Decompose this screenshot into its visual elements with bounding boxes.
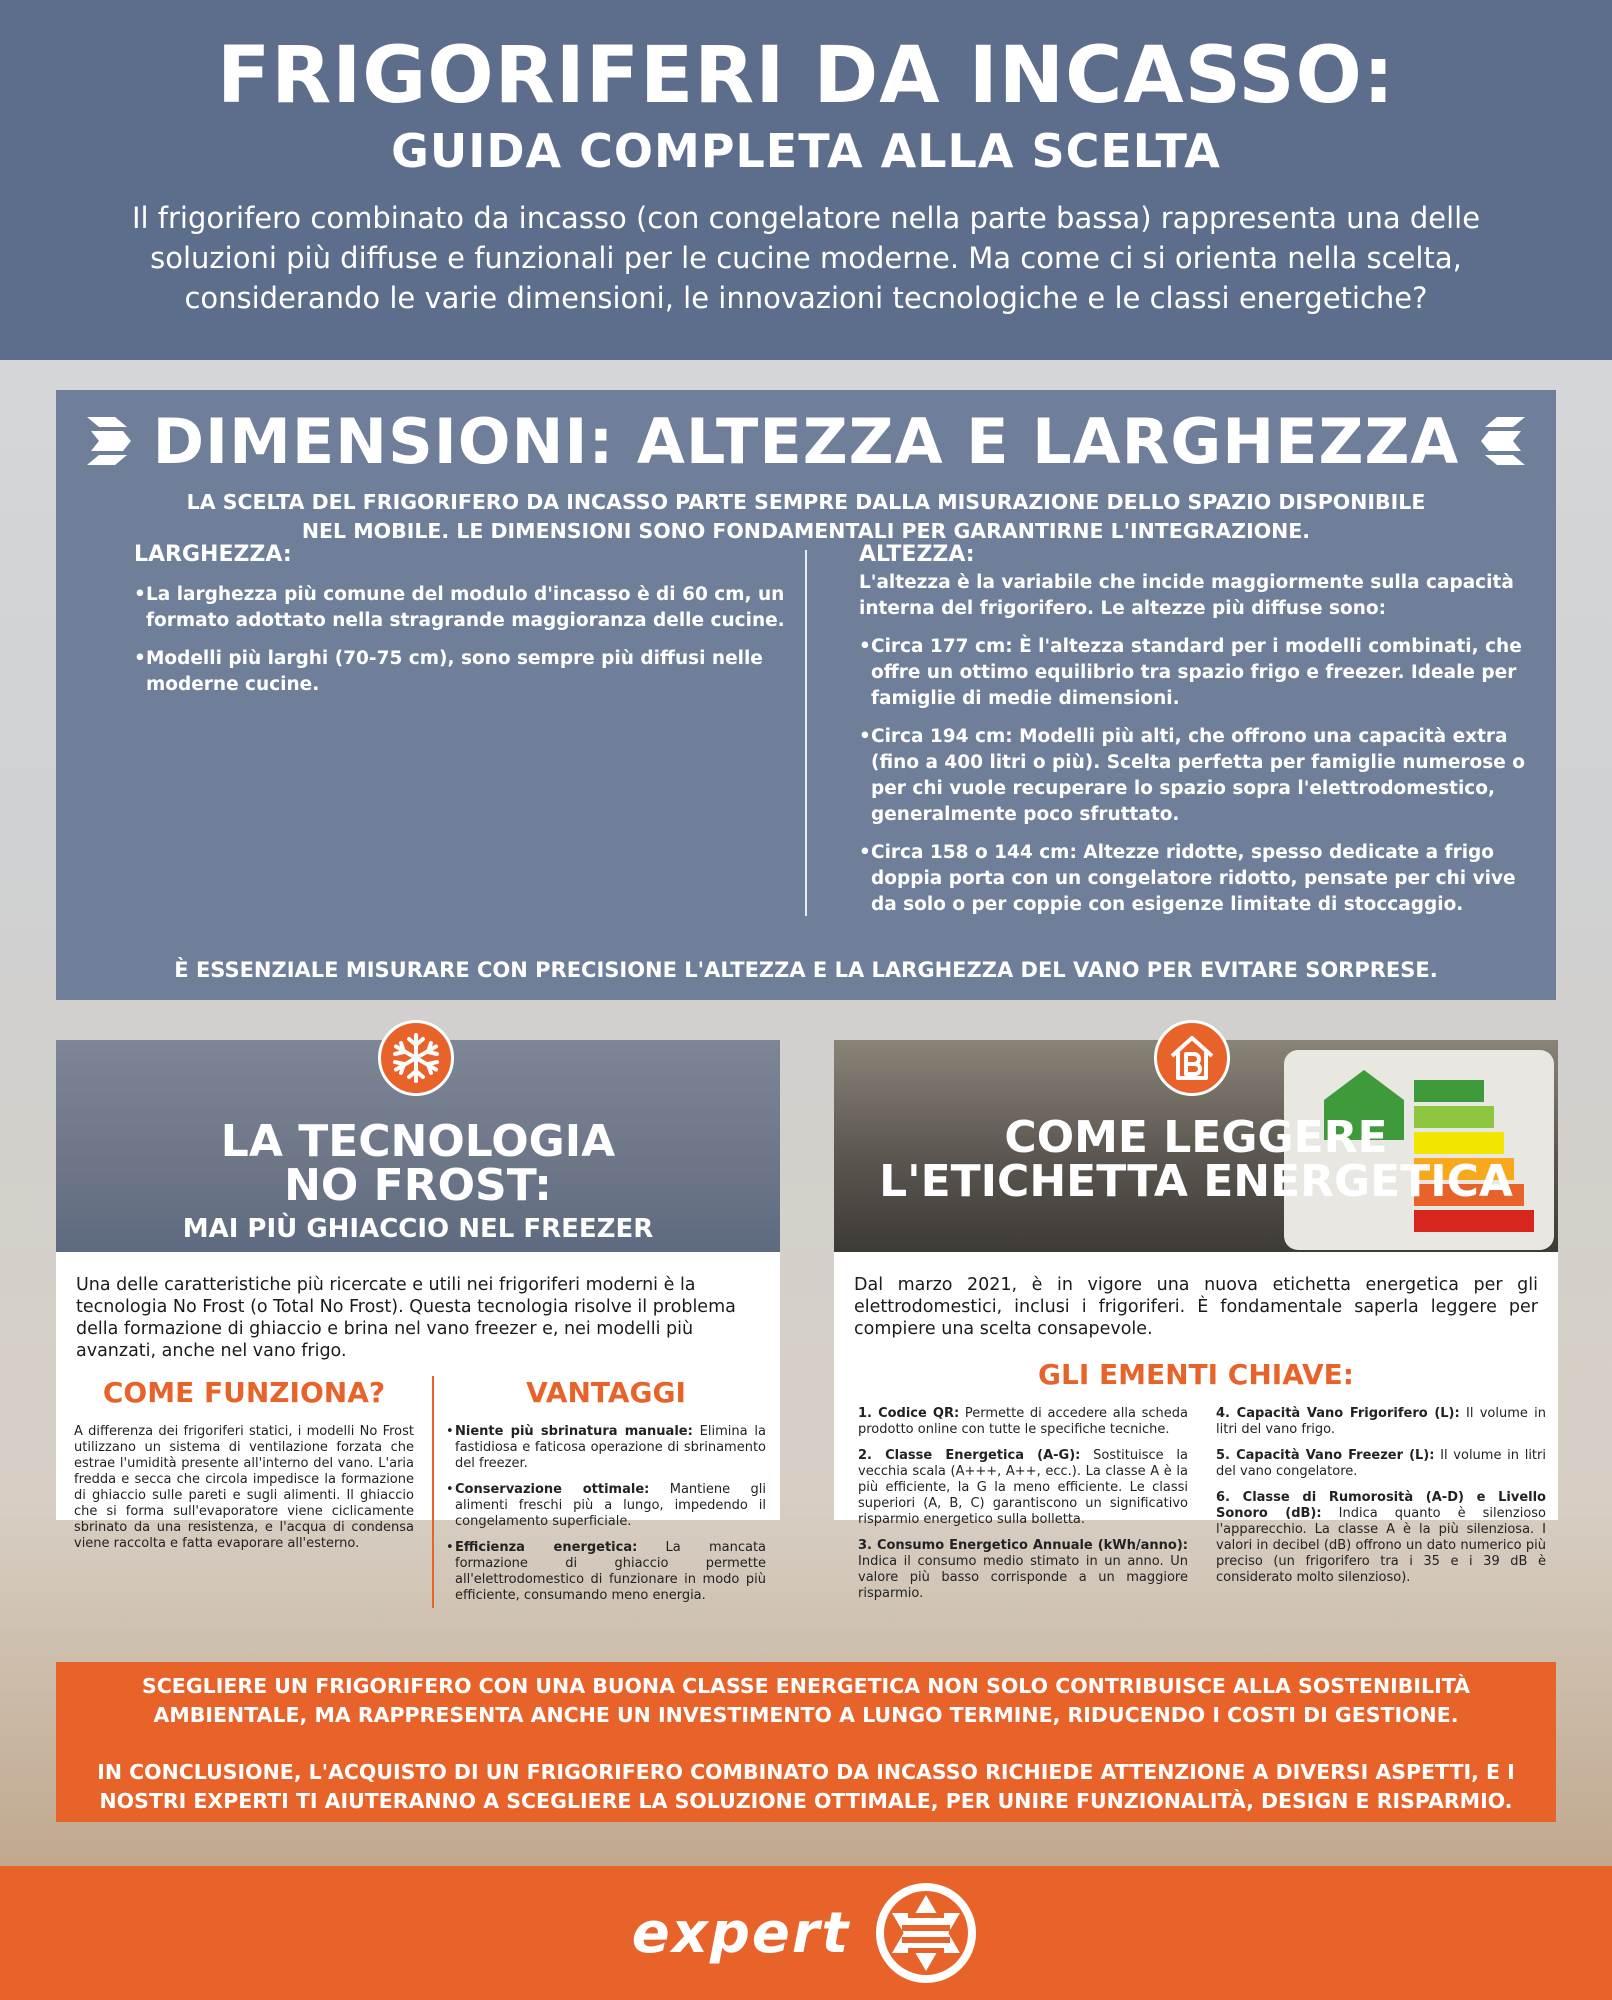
chevron-left-icon — [1477, 413, 1527, 469]
energy-label-body — [834, 1274, 1558, 1606]
width-list — [134, 582, 814, 698]
footer — [0, 1866, 1612, 2000]
advantage-label: Niente più sbrinatura manuale: — [455, 1424, 693, 1439]
column-divider — [432, 1376, 434, 1608]
advantage-label: Efficienza energetica: — [455, 1540, 638, 1555]
column-divider — [805, 550, 807, 916]
advantages-column — [446, 1376, 766, 1614]
list-item: • Circa 158 o 144 cm: Altezze ridotte, spesso dedicate a frigo doppia porta con un congelatore ridotto, pensate per chi vive da solo o per coppie con esigenze limitate di stoccaggio. — [859, 840, 1539, 918]
dimensions-lead-line-1: LA SCELTA DEL FRIGORIFERO DA INCASSO PARTE SEMPRE DALLA MISURAZIONE DELLO SPAZIO DISPONIBILE — [186, 490, 1426, 514]
key-text: Permette di accedere alla scheda prodotto online con tutte le specifiche tecniche. — [858, 1406, 1188, 1437]
key-element — [858, 1406, 1188, 1438]
key-text: Sostituisce la vecchia scala (A+++, A++, ecc.). La classe A è la più efficiente, la G la meno efficiente. Le classi superiori (A, B, C) garantiscono un significativo risparmio energetico sulla bolletta. — [858, 1448, 1188, 1527]
key-elements-title: GLI EMENTI CHIAVE: — [1038, 1358, 1354, 1391]
key-element — [1216, 1406, 1546, 1438]
dimensions-panel — [56, 390, 1556, 1000]
width-title: LARGHEZZA: — [134, 542, 292, 567]
dimensions-lead-line-2: NEL MOBILE. LE DIMENSIONI SONO FONDAMENTALI PER GARANTIRNE L'INTEGRAZIONE. — [301, 519, 1311, 543]
how-it-works-column — [74, 1376, 414, 1552]
nofrost-subtitle: MAI PIÙ GHIACCIO NEL FREEZER — [182, 1214, 654, 1244]
dimensions-lead — [56, 488, 1556, 546]
list-item — [446, 1540, 766, 1604]
key-text: Indica il consumo medio stimato in un anno. Un valore più basso corrisponde a un maggiore risparmio. — [858, 1554, 1188, 1601]
key-elements-left-column — [858, 1406, 1188, 1612]
key-element — [858, 1538, 1188, 1602]
height-title: ALTEZZA: — [859, 542, 975, 567]
key-element — [1216, 1490, 1546, 1586]
key-element — [1216, 1448, 1546, 1480]
energy-house-icon — [1154, 1020, 1230, 1096]
list-item — [446, 1482, 766, 1530]
nofrost-description: Una delle caratteristiche più ricercate e utili nei frigoriferi moderni è la tecnologia No Frost (o Total No Frost). Questa tecnologia risolve il problema della formazione di ghiaccio e brina nel vano freezer e, nei modelli più avanzati, anche nel vano frigo. — [76, 1275, 736, 1361]
list-item: • Modelli più larghi (70-75 cm), sono sempre più diffusi nelle moderne cucine. — [134, 646, 814, 698]
how-it-works-title: COME FUNZIONA? — [102, 1376, 386, 1409]
key-elements-right-column — [1216, 1406, 1546, 1596]
list-item — [446, 1424, 766, 1472]
brand-name: expert — [631, 1900, 851, 1966]
key-label: 5. Capacità Vano Freezer (L): — [1216, 1448, 1435, 1463]
key-label: 4. Capacità Vano Frigorifero (L): — [1216, 1406, 1460, 1421]
sustainability-line-2: AMBIENTALE, MA RAPPRESENTA ANCHE UN INVESTIMENTO A LUNGO TERMINE, RIDUCENDO I COSTI DI GESTIONE. — [153, 1703, 1459, 1727]
conclusion-paragraph — [56, 1758, 1556, 1816]
how-it-works-text: A differenza dei frigoriferi statici, i modelli No Frost utilizzano un sistema di ventilazione forzata che estrae l'umidità presente all'interno del vano. L'aria fredda e secca che circola impedisce la formazione di ghiaccio sulle pareti e sugli alimenti. Il ghiaccio che si forma sull'evaporatore viene ciclicamente sbrinato da una resistenza, e l'acqua di condensa viene raccolta e fatta evaporare all'esterno. — [74, 1424, 414, 1551]
height-column — [859, 540, 1539, 930]
dimensions-heading-row — [56, 404, 1556, 478]
nofrost-title-line-1: LA TECNOLOGIA — [220, 1116, 616, 1167]
advantages-list — [446, 1424, 766, 1604]
key-elements — [852, 1406, 1546, 1606]
height-intro: L'altezza è la variabile che incide maggiormente sulla capacità interna del frigorifero. Le altezze più diffuse sono: — [859, 572, 1514, 619]
dimensions-columns — [56, 540, 1556, 920]
energy-label-card — [834, 1040, 1558, 1601]
energy-label-title-block — [834, 1112, 1558, 1207]
key-element — [858, 1448, 1188, 1528]
key-label: 3. Consumo Energetico Annuale (kWh/anno): — [858, 1538, 1188, 1553]
advantage-text: Mantiene gli alimenti freschi più a lungo, impedendo il congelamento superficiale. — [455, 1482, 766, 1529]
height-list — [859, 634, 1539, 918]
list-item: • Circa 177 cm: È l'altezza standard per i modelli combinati, che offre un ottimo equilibrio tra spazio frigo e freezer. Ideale per famiglie di medie dimensioni. — [859, 634, 1539, 712]
nofrost-title-block — [56, 1116, 780, 1246]
conclusion-line-1: IN CONCLUSIONE, L'ACQUISTO DI UN FRIGORIFERO COMBINATO DA INCASSO RICHIEDE ATTENZIONE A DIVERSI ASPETTI, E I — [97, 1760, 1515, 1784]
dimensions-closing: È ESSENZIALE MISURARE CON PRECISIONE L'ALTEZZA E LA LARGHEZZA DEL VANO PER EVITARE SORPRESE. — [174, 958, 1438, 982]
key-text: Indica quanto è silenzioso l'apparecchio. La classe A è la più silenziosa. I valori in decibel (dB) offrono un dato numerico più preciso (un frigorifero tra i 35 e i 39 dB è considerato molto silenzioso). — [1216, 1506, 1546, 1585]
width-column — [134, 540, 814, 710]
key-label: 6. Classe di Rumorosità (A-D) e Livello Sonoro (dB): — [1216, 1490, 1546, 1521]
header — [0, 0, 1612, 360]
advantages-title: VANTAGGI — [526, 1376, 686, 1409]
key-text: Il volume in litri del vano congelatore. — [1216, 1448, 1546, 1479]
sustainability-line-1: SCEGLIERE UN FRIGORIFERO CON UNA BUONA CLASSE ENERGETICA NON SOLO CONTRIBUISCE ALLA SOSTENIBILITÀ — [142, 1674, 1470, 1698]
energy-label-title-line-2: L'ETICHETTA ENERGETICA — [879, 1156, 1513, 1207]
page-title: FRIGORIFERI DA INCASSO: — [216, 31, 1396, 121]
dimensions-heading: DIMENSIONI: ALTEZZA E LARGHEZZA — [152, 404, 1460, 478]
advantage-text: La mancata formazione di ghiaccio permette all'elettrodomestico di funzionare in modo più efficiente, consumando meno energia. — [455, 1540, 767, 1603]
conclusion-band — [56, 1662, 1556, 1822]
expert-logo-icon — [872, 1879, 980, 1987]
key-label: 2. Classe Energetica (A-G): — [858, 1448, 1081, 1463]
key-label: 1. Codice QR: — [858, 1406, 960, 1421]
advantage-label: Conservazione ottimale: — [455, 1482, 650, 1497]
nofrost-card — [56, 1040, 780, 1603]
sustainability-paragraph — [56, 1672, 1556, 1730]
energy-label-description: Dal marzo 2021, è in vigore una nuova etichetta energetica per gli elettrodomestici, inclusi i frigoriferi. È fondamentale saperla leggere per compiere una scelta consapevole. — [854, 1275, 1538, 1339]
nofrost-title-line-2: NO FROST: — [284, 1160, 552, 1211]
energy-label-title-line-1: COME LEGGERE — [1004, 1112, 1388, 1163]
snowflake-icon — [378, 1020, 454, 1096]
nofrost-columns — [74, 1376, 767, 1636]
page-subtitle: GUIDA COMPLETA ALLA SCELTA — [391, 124, 1221, 178]
list-item: • La larghezza più comune del modulo d'incasso è di 60 cm, un formato adottato nella stragrande maggioranza delle cucine. — [134, 582, 814, 634]
list-item: • Circa 194 cm: Modelli più alti, che offrono una capacità extra (fino a 400 litri o più). Scelta perfetta per famiglie numerose o per chi vuole recuperare lo spazio sopra l'elettrodomestico, generalmente poco sfruttato. — [859, 724, 1539, 828]
nofrost-body — [56, 1274, 780, 1636]
chevron-right-icon — [85, 413, 135, 469]
advantage-text: Elimina la fastidiosa e faticosa operazione di sbrinamento del freezer. — [455, 1424, 766, 1471]
key-text: Il volume in litri del vano frigo. — [1216, 1406, 1546, 1437]
conclusion-line-2: NOSTRI EXPERTI TI AIUTERANNO A SCEGLIERE LA SOLUZIONE OTTIMALE, PER UNIRE FUNZIONALITÀ, DESIGN E RISPARMIO. — [99, 1789, 1513, 1813]
intro-text: Il frigorifero combinato da incasso (con congelatore nella parte bassa) rappresenta una delle soluzioni più diffuse e funzionali per le cucine moderne. Ma come ci si orienta nella scelta, considerando le varie dimensioni, le innovazioni tecnologiche e le classi energetiche? — [131, 201, 1481, 315]
